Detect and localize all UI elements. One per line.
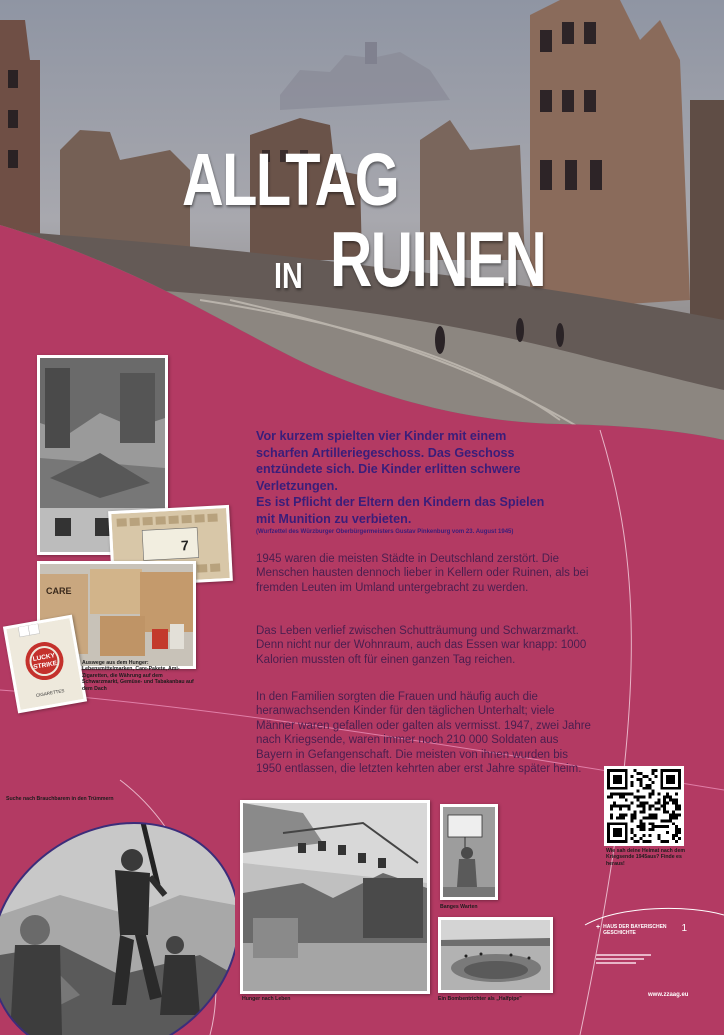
strike-text: STRIKE — [32, 659, 58, 671]
photo-waiting — [440, 804, 498, 900]
caption-waiting: Banges Warten — [440, 904, 478, 910]
caption-hunger-life: Hunger nach Leben — [242, 996, 291, 1002]
quote-line: Vor kurzem spielten vier Kinder mit einem — [256, 429, 507, 443]
paragraph-cities: 1945 waren die meisten Städte in Deutschland zerstört. Die Menschen hausten dennoch lieber in Kellern oder Ruinen, als bei fremden Leuten im Umland untergebracht zu werden. — [256, 553, 589, 594]
photo-lucky-strike-pack — [3, 615, 87, 714]
qr-code[interactable] — [604, 766, 684, 846]
quote-source: (Wurfzettel des Würzburger Oberbürgermeisters Gustav Pinkenburg vom 23. August 1945) — [256, 529, 514, 535]
quote-block — [256, 428, 596, 527]
title-in: IN — [274, 255, 303, 296]
logo-name-line2: GESCHICHTE — [603, 930, 636, 936]
photo-carousel — [240, 800, 430, 994]
caption-search: Suche nach Brauchbarem in den Trümmern — [6, 796, 114, 802]
page-number: 1 — [681, 923, 688, 934]
caption-crater: Ein Bombentrichter als „Halfpipe" — [438, 996, 522, 1002]
caption-hunger-ways: Auswege aus dem Hunger: Lebensmittelmarken, Care-Pakete, Ami-Zigaretten, die Währung auf dem Schwarzmarkt, Gemüse- und Tabakanbau auf dem Dach — [82, 660, 194, 692]
care-label: CARE — [46, 586, 72, 596]
quote-line: mit Munition zu verbieten. — [256, 511, 412, 526]
logo-plus-icon: + — [596, 924, 601, 931]
quote-line: Verletzungen. — [256, 478, 338, 493]
photo-crater — [438, 917, 553, 993]
qr-caption: Wie sah deine Heimat nach dem Kriegsende 1945aus? Finde es heraus! — [606, 848, 685, 867]
quote-line: Es ist Pflicht der Eltern den Kindern das Spielen — [256, 495, 545, 509]
title-ruinen: RUINEN — [330, 215, 546, 303]
quote-line: scharfen Artilleriegeschoss. Das Geschoss — [256, 445, 515, 460]
logo-name-line1: HAUS DER BAYERISCHEN — [603, 924, 667, 930]
website-link[interactable]: www.zzaag.eu — [648, 992, 689, 998]
ration-number: 7 — [180, 537, 190, 554]
photo-boy-pickaxe — [0, 805, 235, 1035]
paragraph-families: In den Familien sorgten die Frauen und häufig auch die heranwachsenden Kinder für den täglichen Unterhalt; viele Männer waren gefallen oder galten als vermisst. 1947, zwei Jahre nach Kriegsende, waren immer noch 210 000 Soldaten aus Bayern in Gefangenschaft. Die meisten von ihnen wurden bis 1950 entlassen, die letzten kehrten aber erst Jahre später heim. — [256, 691, 591, 776]
title-alltag: ALLTAG — [182, 138, 399, 221]
cigarettes-text: CIGARETTES — [35, 688, 65, 699]
lucky-text: LUCKY — [32, 652, 56, 663]
quote-line: entzündete sich. Die Kinder erlitten schwere — [256, 462, 521, 476]
paragraph-black-market: Das Leben verlief zwischen Schutträumung und Schwarzmarkt. Denn nicht nur der Wohnraum, auch das Essen war knapp: 1000 Kalorien mussten oft für einen ganzen Tag reichen. — [256, 625, 587, 666]
logo-block — [596, 924, 687, 966]
